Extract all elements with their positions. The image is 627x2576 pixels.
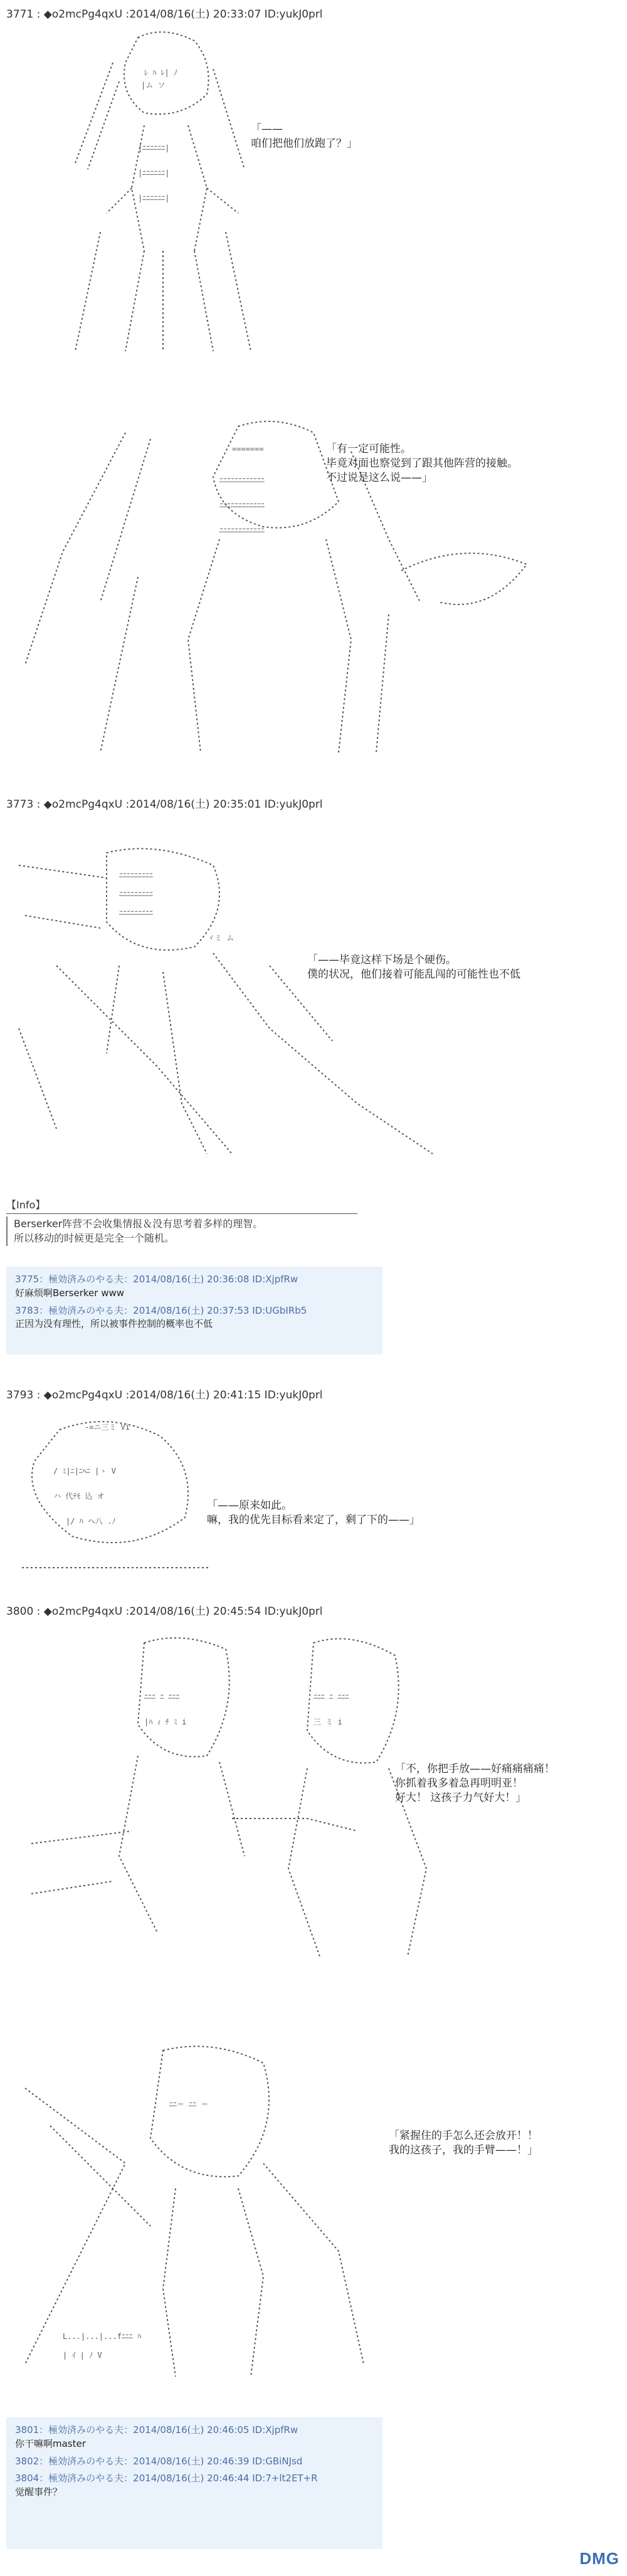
info-box <box>6 1198 357 1246</box>
post-header-3793: 3793 : ◆o2mcPg4qxU :2014/08/16(土) 20:41:15 ID:yukJ0prl <box>6 1389 323 1401</box>
svg-text:|ﾆﾆﾆﾆﾆﾆ|: |ﾆﾆﾆﾆﾆﾆ| <box>138 194 170 203</box>
info-line: Berserker阵营不会收集情报＆没有思考着多样的理智。 <box>6 1217 357 1231</box>
svg-text:-=ニ三ミ Vi: -=ニ三ミ Vi <box>85 1423 130 1432</box>
reply-text: 你干嘛啊master <box>15 2437 86 2449</box>
svg-text:|ﾊ ｨ ﾁ ﾐ i: |ﾊ ｨ ﾁ ﾐ i <box>144 1718 187 1726</box>
svg-text:三 ミ i: 三 ミ i <box>314 1718 342 1726</box>
reply-text: 正因为没有理性，所以被事件控制的概率也不低 <box>15 1318 213 1330</box>
ascii-art-figure-holding-arm <box>13 2038 389 2389</box>
reply-text: 觉醒事件？ <box>15 2486 63 2498</box>
svg-text:ﾆﾆﾆﾆﾆﾆﾆﾆﾆﾆﾆﾆ: ﾆﾆﾆﾆﾆﾆﾆﾆﾆﾆﾆﾆ <box>219 526 265 535</box>
reply-meta: 3775：極効済みのやる夫：2014/08/16(土) 20:36:08 ID:XjpfRw <box>15 1274 298 1285</box>
reply-block <box>6 2417 382 2549</box>
ascii-art-two-figures-grabbing <box>19 1630 571 1982</box>
svg-text:ﾆﾆﾆﾆﾆﾆﾆﾆﾆ: ﾆﾆﾆﾆﾆﾆﾆﾆﾆ <box>119 871 154 880</box>
svg-text:|ﾆﾆﾆﾆﾆﾆ|: |ﾆﾆﾆﾆﾆﾆ| <box>138 169 170 177</box>
svg-text:ﾆﾆﾆﾆﾆﾆﾆﾆﾆﾆﾆﾆ: ﾆﾆﾆﾆﾆﾆﾆﾆﾆﾆﾆﾆ <box>219 501 265 510</box>
reply-meta: 3804：極効済みのやる夫：2014/08/16(土) 20:46:44 ID:7+lt2ET+R <box>15 2473 318 2484</box>
post-header-3800: 3800 : ◆o2mcPg4qxU :2014/08/16(土) 20:45:54 ID:yukJ0prl <box>6 1605 323 1618</box>
reply-text: 好麻烦啊Berserker www <box>15 1287 125 1299</box>
svg-text:ﾆﾆﾆ ﾆ ﾆﾆﾆ: ﾆﾆﾆ ﾆ ﾆﾆﾆ <box>314 1692 349 1701</box>
info-title: 【Info】 <box>6 1198 357 1214</box>
svg-text:|ﾆﾆﾆﾆﾆﾆ|: |ﾆﾆﾆﾆﾆﾆ| <box>138 144 170 152</box>
info-line: 所以移动的时候更是完全一个随机。 <box>6 1231 357 1245</box>
ascii-art-figure-helmet <box>6 840 571 1166</box>
svg-text:ﾆﾆﾆﾆﾆﾆﾆﾆﾆ: ﾆﾆﾆﾆﾆﾆﾆﾆﾆ <box>119 909 154 917</box>
dialog-speech-3: 「——毕竟这样下场是个硬伤。 僕的状况，他们接着可能乱闯的可能性也不低 <box>307 954 520 981</box>
svg-text:ﾆﾆﾆﾆﾆﾆﾆﾆﾆ: ﾆﾆﾆﾆﾆﾆﾆﾆﾆ <box>119 890 154 899</box>
svg-text:ﾚ ﾊ ﾚ| ﾉ: ﾚ ﾊ ﾚ| ﾉ <box>144 68 177 77</box>
post-header-3773: 3773 : ◆o2mcPg4qxU :2014/08/16(土) 20:35:01 ID:yukJ0prl <box>6 798 323 811</box>
svg-text:|/ ﾊ ヘ八 .ﾉ: |/ ﾊ ヘ八 .ﾉ <box>66 1517 116 1526</box>
svg-text:ﾆﾆﾆﾆﾆﾆﾆﾆﾆﾆﾆﾆ: ﾆﾆﾆﾆﾆﾆﾆﾆﾆﾆﾆﾆ <box>219 476 265 485</box>
svg-text:|ム ソ: |ム ソ <box>141 81 166 90</box>
post-header-3771: 3771 : ◆o2mcPg4qxU :2014/08/16(土) 20:33:07 ID:yukJ0prl <box>6 8 323 21</box>
dialog-speech-2: 「有一定可能性。 毕竟对面也察觉到了跟其他阵营的接触。 不过说是这么说——」 <box>326 443 518 484</box>
dialog-speech-1: 「—— 咱们把他们放跑了？」 <box>251 123 357 150</box>
dialog-speech-6: 「紧握住的手怎么还会放开！！ 我的这孩子，我的手臂——！」 <box>389 2130 538 2156</box>
reply-meta: 3801：極効済みのやる夫：2014/08/16(土) 20:46:05 ID:XjpfRw <box>15 2424 298 2436</box>
svg-text:ﾆﾆﾆ ﾆ ﾆﾆﾆ: ﾆﾆﾆ ﾆ ﾆﾆﾆ <box>144 1692 180 1701</box>
svg-text:/ ﾐ|ﾆ|ﾆﾍﾆ |ヽ V: / ﾐ|ﾆ|ﾆﾍﾆ |ヽ V <box>53 1467 116 1475</box>
ascii-art-figure-smug <box>9 1411 223 1580</box>
svg-text:| ｲ | ﾉ V: | ｲ | ﾉ V <box>63 2351 102 2360</box>
dialog-speech-4: 「——原来如此。 嘛，我的优先目标看来定了，剩了下的——」 <box>207 1499 420 1526</box>
svg-text:ヾミ ム: ヾミ ム <box>207 934 234 942</box>
ascii-art-figure-standing <box>38 25 288 364</box>
dialog-speech-5: 「不，你把手放——好痛痛痛痛！ 你抓着我多着急再明明亚！ 好大！ 这孩子力气好大！」 <box>395 1763 555 1804</box>
reply-block <box>6 1267 382 1354</box>
svg-text:ハ 代ﾃﾓ 込 オ: ハ 代ﾃﾓ 込 オ <box>53 1492 105 1501</box>
svg-text:ﾆﾆ＝ ﾆﾆ ＝: ﾆﾆ＝ ﾆﾆ ＝ <box>169 2100 209 2109</box>
reply-meta: 3802：極効済みのやる夫：2014/08/16(土) 20:46:39 ID:GBiNJsd <box>15 2455 303 2467</box>
svg-text:=======: ======= <box>232 445 264 453</box>
svg-text:L...|...|...fﾆﾆﾆ ﾊ: L...|...|...fﾆﾆﾆ ﾊ <box>63 2332 142 2341</box>
reply-meta: 3783：極効済みのやる夫：2014/08/16(土) 20:37:53 ID:UGbIRb5 <box>15 1304 307 1316</box>
site-logo-watermark: DMG <box>579 2549 619 2568</box>
